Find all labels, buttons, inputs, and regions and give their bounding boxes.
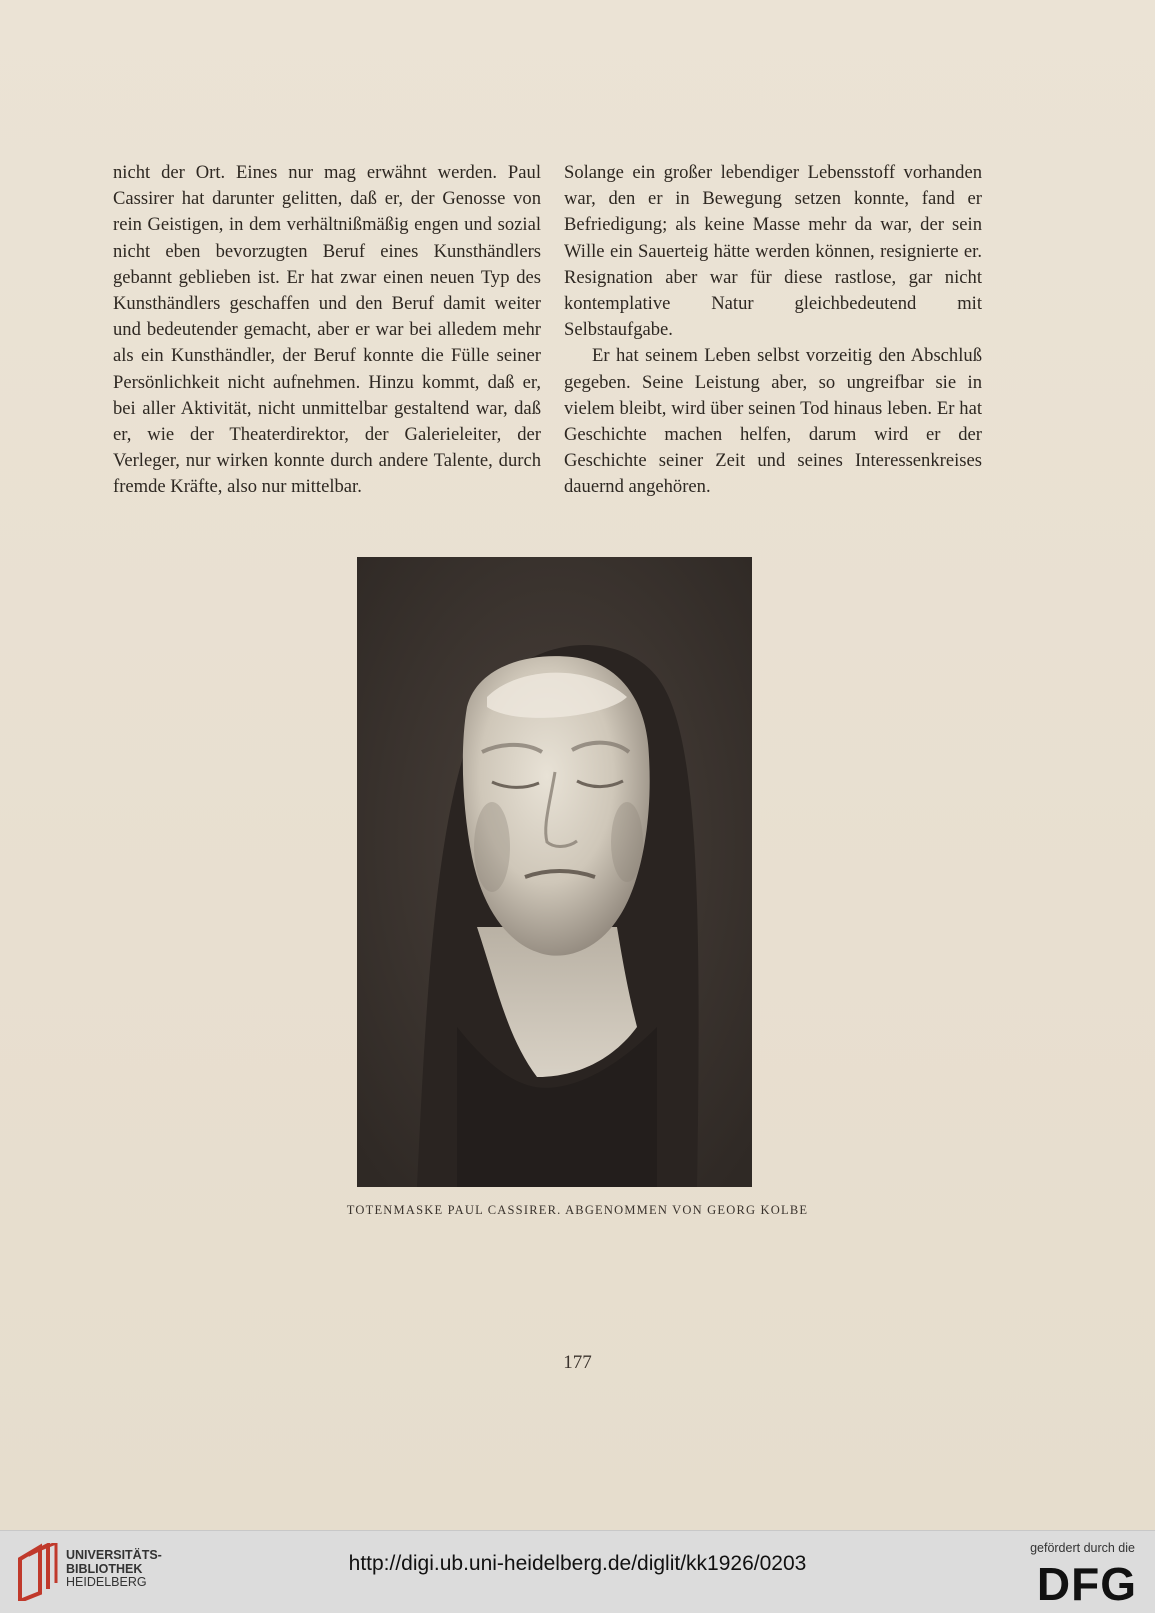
library-line: HEIDELBERG — [66, 1575, 147, 1589]
paragraph: Er hat seinem Leben selbst vorzeitig den Abschluß gegeben. Seine Leistung aber, so ungreifbar sie in vielem bleibt, wird über seinen Tod hinaus leben. Er hat Geschichte machen helfen, darum wird er der Geschichte seiner Zeit und seines Interessenkreises dauernd angehören. — [564, 345, 982, 498]
footer-bar — [0, 1530, 1155, 1613]
library-line: BIBLIOTHEK — [66, 1561, 143, 1576]
death-mask-photograph — [357, 557, 752, 1187]
page-number: 177 — [563, 1352, 592, 1373]
figure-caption: TOTENMASKE PAUL CASSIRER. ABGENOMMEN VON GEORG KOLBE — [346, 1203, 809, 1217]
text-column-left — [113, 160, 541, 501]
text-column-right — [564, 160, 982, 501]
dfg-logo[interactable]: DFG — [1036, 1558, 1137, 1610]
library-line: UNIVERSITÄTS- — [66, 1548, 162, 1562]
paragraph: nicht der Ort. Eines nur mag erwähnt werden. Paul Cassirer hat darunter gelitten, daß er, der Genosse von rein Geistigen, in dem verhältnißmäßig engen und sozial nicht eben bevorzugten Beruf eines Kunsthändlers gebannt geblieben ist. Er hat zwar einen neuen Typ des Kunsthändlers geschaffen und den Beruf damit weiter und bedeutender gemacht, aber er war bei alledem mehr als ein Kunsthändler, der Beruf konnte die Fülle seiner Persönlichkeit nicht aufnehmen. Hinzu kommt, daß er, bei aller Aktivität, nicht unmittelbar gestaltend war, daß er, wie der Theaterdirektor, der Galerieleiter, der Verleger, nur wirken konnte durch andere Talente, durch fremde Kräfte, also nur mittelbar. — [113, 162, 541, 498]
paragraph: Solange ein großer lebendiger Lebensstoff vorhanden war, den er in Bewegung setzen konnte, fand er Befriedigung; als keine Masse mehr da war, der sein Wille ein Sauerteig hätte werden können, resignierte er. Resignation aber war für diese rastlose, gar nicht kontemplative Natur gleichbedeutend mit Selbstaufgabe. — [564, 162, 982, 341]
permalink-url[interactable]: http://digi.ub.uni-heidelberg.de/diglit/kk1926/0203 — [348, 1552, 807, 1575]
funding-label: gefördert durch die — [1030, 1541, 1135, 1555]
